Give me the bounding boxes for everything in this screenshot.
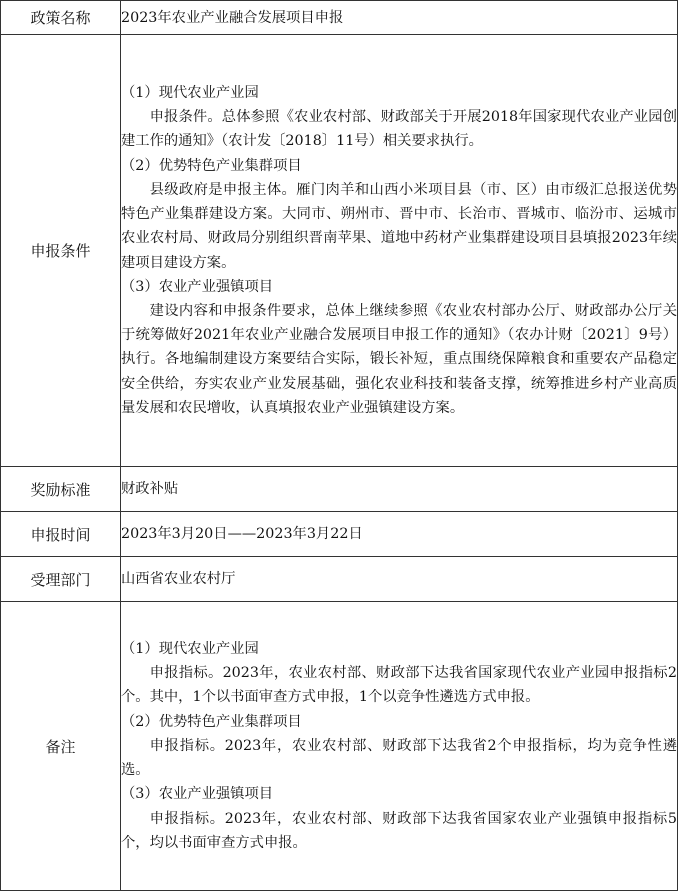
remarks-section-1-heading: （1）现代农业产业园 bbox=[121, 641, 259, 658]
row-remarks bbox=[1, 602, 678, 891]
conditions-section-3-text: 建设内容和申报条件要求，总体上继续参照《农业农村部办公厅、财政部办公厅关于统筹做好2021年农业产业融合发展项目申报工作的通知》（农办计财〔2021〕9号）执行。各地编制建设方案要结合实际，锻长补短，重点围绕保障粮食和重要农产品稳定安全供给，夯实农业产业发展基础，强化农业科技和装备支撑，统筹推进乡村产业高质量发展和农民增收，认真填报农业产业强镇建设方案。 bbox=[121, 302, 677, 416]
time-value: 2023年3月20日——2023年3月22日 bbox=[121, 512, 678, 557]
row-policy-name bbox=[1, 1, 678, 35]
row-department bbox=[1, 557, 678, 602]
reward-value: 财政补贴 bbox=[121, 467, 678, 512]
remarks-section-2-heading: （2）优势特色产业集群项目 bbox=[121, 713, 302, 730]
department-value: 山西省农业农村厅 bbox=[121, 557, 678, 602]
time-label: 申报时间 bbox=[1, 512, 121, 557]
conditions-section-1-text: 申报条件。总体参照《农业农村部、财政部关于开展2018年国家现代农业产业园创建工作的通知》（农计发〔2018〕11号）相关要求执行。 bbox=[121, 109, 677, 150]
conditions-section-2-text: 县级政府是申报主体。雁门肉羊和山西小米项目县（市、区）由市级汇总报送优势特色产业集群建设方案。大同市、朔州市、晋中市、长治市、晋城市、临汾市、运城市农业农村局、财政局分别组织晋南苹果、道地中药材产业集群建设项目县填报2023年续建项目建设方案。 bbox=[121, 181, 677, 271]
conditions-section-2-heading: （2）优势特色产业集群项目 bbox=[121, 157, 302, 174]
remarks-label: 备注 bbox=[1, 602, 121, 891]
remarks-section-1-text: 申报指标。2023年，农业农村部、财政部下达我省国家现代农业产业园申报指标2个。其中，1个以书面审查方式申报，1个以竞争性遴选方式申报。 bbox=[121, 665, 677, 706]
row-conditions bbox=[1, 35, 678, 467]
conditions-section-1-heading: （1）现代农业产业园 bbox=[121, 85, 259, 102]
policy-name-label: 政策名称 bbox=[1, 1, 121, 35]
conditions-label: 申报条件 bbox=[1, 35, 121, 467]
policy-name-value: 2023年农业产业融合发展项目申报 bbox=[121, 1, 678, 35]
conditions-section-3-heading: （3）农业产业强镇项目 bbox=[121, 278, 274, 295]
remarks-content bbox=[121, 602, 678, 891]
row-time bbox=[1, 512, 678, 557]
row-reward bbox=[1, 467, 678, 512]
remarks-section-3-text: 申报指标。2023年，农业农村部、财政部下达我省国家农业产业强镇申报指标5个，均以书面审查方式申报。 bbox=[121, 810, 677, 851]
reward-label: 奖励标准 bbox=[1, 467, 121, 512]
remarks-section-2-text: 申报指标。2023年，农业农村部、财政部下达我省2个申报指标，均为竞争性遴选。 bbox=[121, 737, 677, 779]
remarks-section-3-heading: （3）农业产业强镇项目 bbox=[121, 786, 274, 803]
department-label: 受理部门 bbox=[1, 557, 121, 602]
conditions-content bbox=[121, 35, 678, 467]
